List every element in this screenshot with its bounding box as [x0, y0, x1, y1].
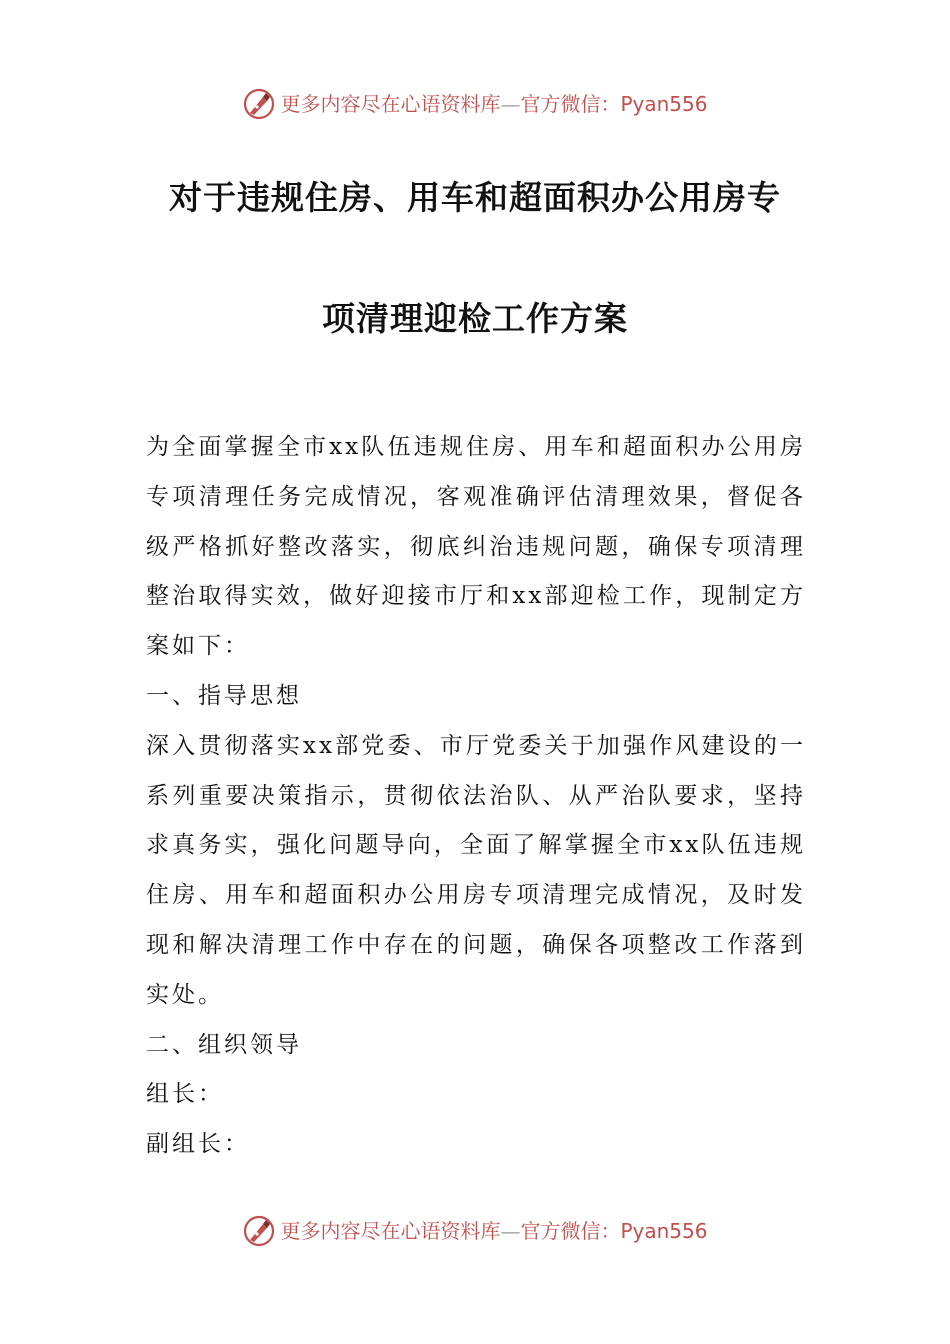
watermark-footer	[0, 1211, 950, 1251]
intro-paragraph: 为全面掌握全市xx队伍违规住房、用车和超面积办公用房专项清理任务完成情况，客观准确评估清理效果，督促各级严格抓好整改落实，彻底纠治违规问题，确保专项清理整治取得实效，做好迎接市厅和xx部迎检工作，现制定方案如下：	[146, 434, 806, 660]
document-title-line-1: 对于违规住房、用车和超面积办公用房专	[169, 178, 781, 217]
watermark-separator: —	[500, 1219, 521, 1243]
watermark-separator: —	[500, 92, 521, 116]
team-leader-line: 组长：	[146, 1081, 224, 1108]
pen-nib-icon	[242, 87, 276, 121]
watermark-brand: 更多内容尽在心语资料库	[280, 92, 501, 116]
section-heading-guiding-ideology: 一、指导思想	[146, 682, 302, 709]
watermark-account: 官方微信：Pyan556	[520, 92, 708, 116]
guiding-ideology-paragraph: 深入贯彻落实xx部党委、市厅党委关于加强作风建设的一系列重要决策指示，贯彻依法治队、从严治队要求，坚持求真务实，强化问题导向，全面了解掌握全市xx队伍违规住房、用车和超面积办公用房专项清理完成情况，及时发现和解决清理工作中存在的问题，确保各项整改工作落到实处。	[146, 732, 806, 1008]
deputy-team-leader-line: 副组长：	[146, 1131, 250, 1158]
watermark-account: 官方微信：Pyan556	[520, 1219, 708, 1243]
watermark-brand: 更多内容尽在心语资料库	[280, 1219, 501, 1243]
document-body	[146, 423, 806, 1170]
document-title-line-2: 项清理迎检工作方案	[322, 299, 628, 338]
section-heading-organization: 二、组织领导	[146, 1031, 302, 1058]
watermark-header	[0, 84, 950, 124]
pen-nib-icon	[242, 1214, 276, 1248]
